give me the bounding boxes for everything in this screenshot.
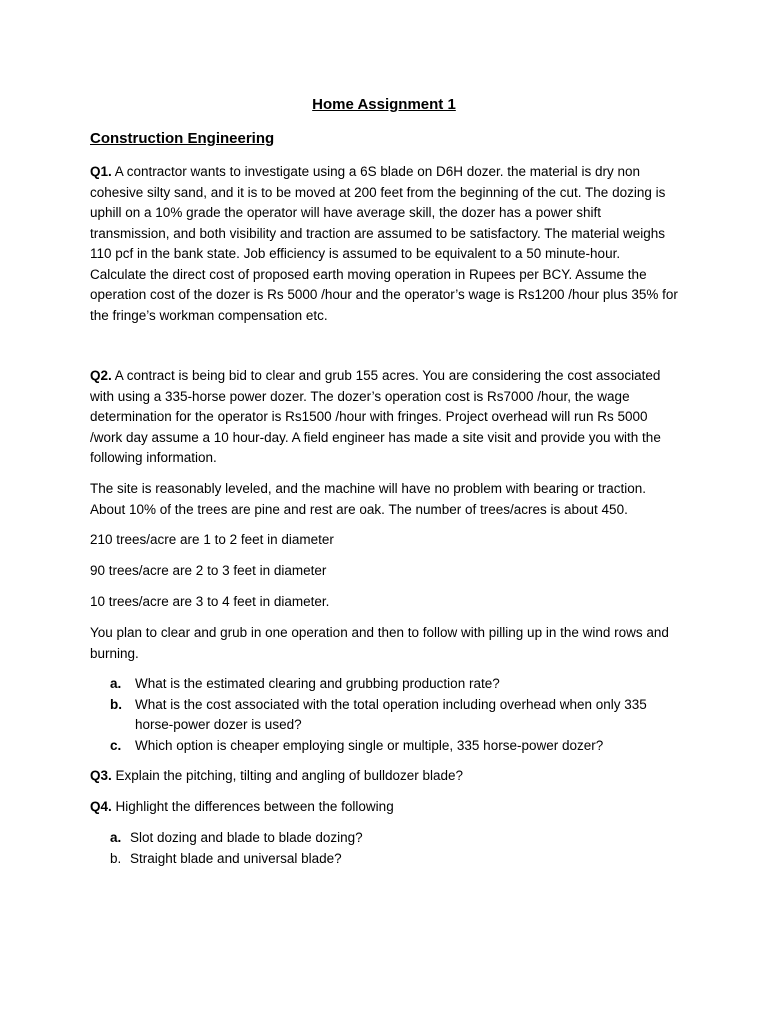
q2-trees-3-text: 10 trees/acre are 3 to 4 feet in diameter.	[90, 594, 330, 609]
q2-text: A contract is being bid to clear and grub 155 acres. You are considering the cost associated with using a 335-horse power dozer. The dozer’s operation cost is Rs7000 /hour, the wage determination for the operator is Rs1500 /hour with fringes. Project overhead will run Rs 5000 /work day assume a 10 hour-day. A field engineer has made a site visit and provide you with the following information.	[90, 368, 661, 465]
subject-heading: Construction Engineering	[90, 130, 275, 147]
q2-trees-3	[90, 592, 680, 613]
list-item-text: Which option is cheaper employing single or multiple, 335 horse-power dozer?	[135, 737, 604, 753]
list-item-text: What is the cost associated with the total operation including overhead when only 335 horse-power dozer is used?	[135, 696, 647, 732]
q2-subquestions	[110, 674, 680, 756]
q2-trees-1-text: 210 trees/acre are 1 to 2 feet in diameter	[90, 532, 334, 547]
list-marker: b.	[110, 850, 122, 866]
document-title: Home Assignment 1	[312, 96, 456, 113]
q3-text: Explain the pitching, tilting and angling of bulldozer blade?	[111, 768, 464, 783]
question-2	[90, 366, 680, 469]
list-item	[110, 828, 680, 849]
list-item-text: Straight blade and universal blade?	[130, 850, 342, 866]
list-item	[110, 849, 680, 870]
list-item	[110, 695, 680, 736]
list-marker: a.	[110, 830, 122, 845]
list-marker: b.	[110, 696, 122, 712]
q1-text: A contractor wants to investigate using a 6S blade on D6H dozer. the material is dry non cohesive silty sand, and it is to be moved at 200 feet from the beginning of the cut. The dozing is uphill on a 10% grade the operator will have average skill, the dozer has a power shift transmission, and both visibility and traction are assumed to be satisfactory. The material weighs 110 pcf in the bank state. Job efficiency is assumed to be equivalent to a 50 minute-hour. Calculate the direct cost of proposed earth moving operation in Rupees per BCY. Assume the operation cost of the dozer is Rs 5000 /hour and the operator’s wage is Rs1200 /hour plus 35% for the fringe’s workman compensation etc.	[90, 164, 678, 323]
list-marker: a.	[110, 676, 122, 691]
q2-trees-2	[90, 561, 680, 582]
q4-label: Q4.	[90, 799, 112, 814]
q4-text: Highlight the differences between the following	[111, 799, 394, 814]
list-marker: c.	[110, 737, 122, 753]
q2-label: Q2.	[90, 368, 112, 383]
q2-site-text: The site is reasonably leveled, and the machine will have no problem with bearing or traction. About 10% of the trees are pine and rest are oak. The number of trees/acres is about 450.	[90, 481, 647, 517]
q1-label: Q1.	[90, 164, 112, 179]
q2-site-info	[90, 479, 680, 520]
question-4	[90, 797, 680, 818]
list-item-text: Slot dozing and blade to blade dozing?	[130, 830, 363, 845]
q2-plan	[90, 623, 680, 664]
q2-trees-2-text: 90 trees/acre are 2 to 3 feet in diameter	[90, 563, 327, 578]
q2-trees-1	[90, 530, 680, 551]
list-item-text: What is the estimated clearing and grubbing production rate?	[135, 676, 500, 691]
q3-label: Q3.	[90, 768, 112, 783]
list-item	[110, 674, 680, 695]
question-3	[90, 766, 680, 787]
q2-plan-text: You plan to clear and grub in one operation and then to follow with pilling up in the wind rows and burning.	[90, 625, 669, 661]
question-1	[90, 162, 680, 326]
q4-subquestions	[110, 828, 680, 869]
list-item	[110, 736, 680, 757]
